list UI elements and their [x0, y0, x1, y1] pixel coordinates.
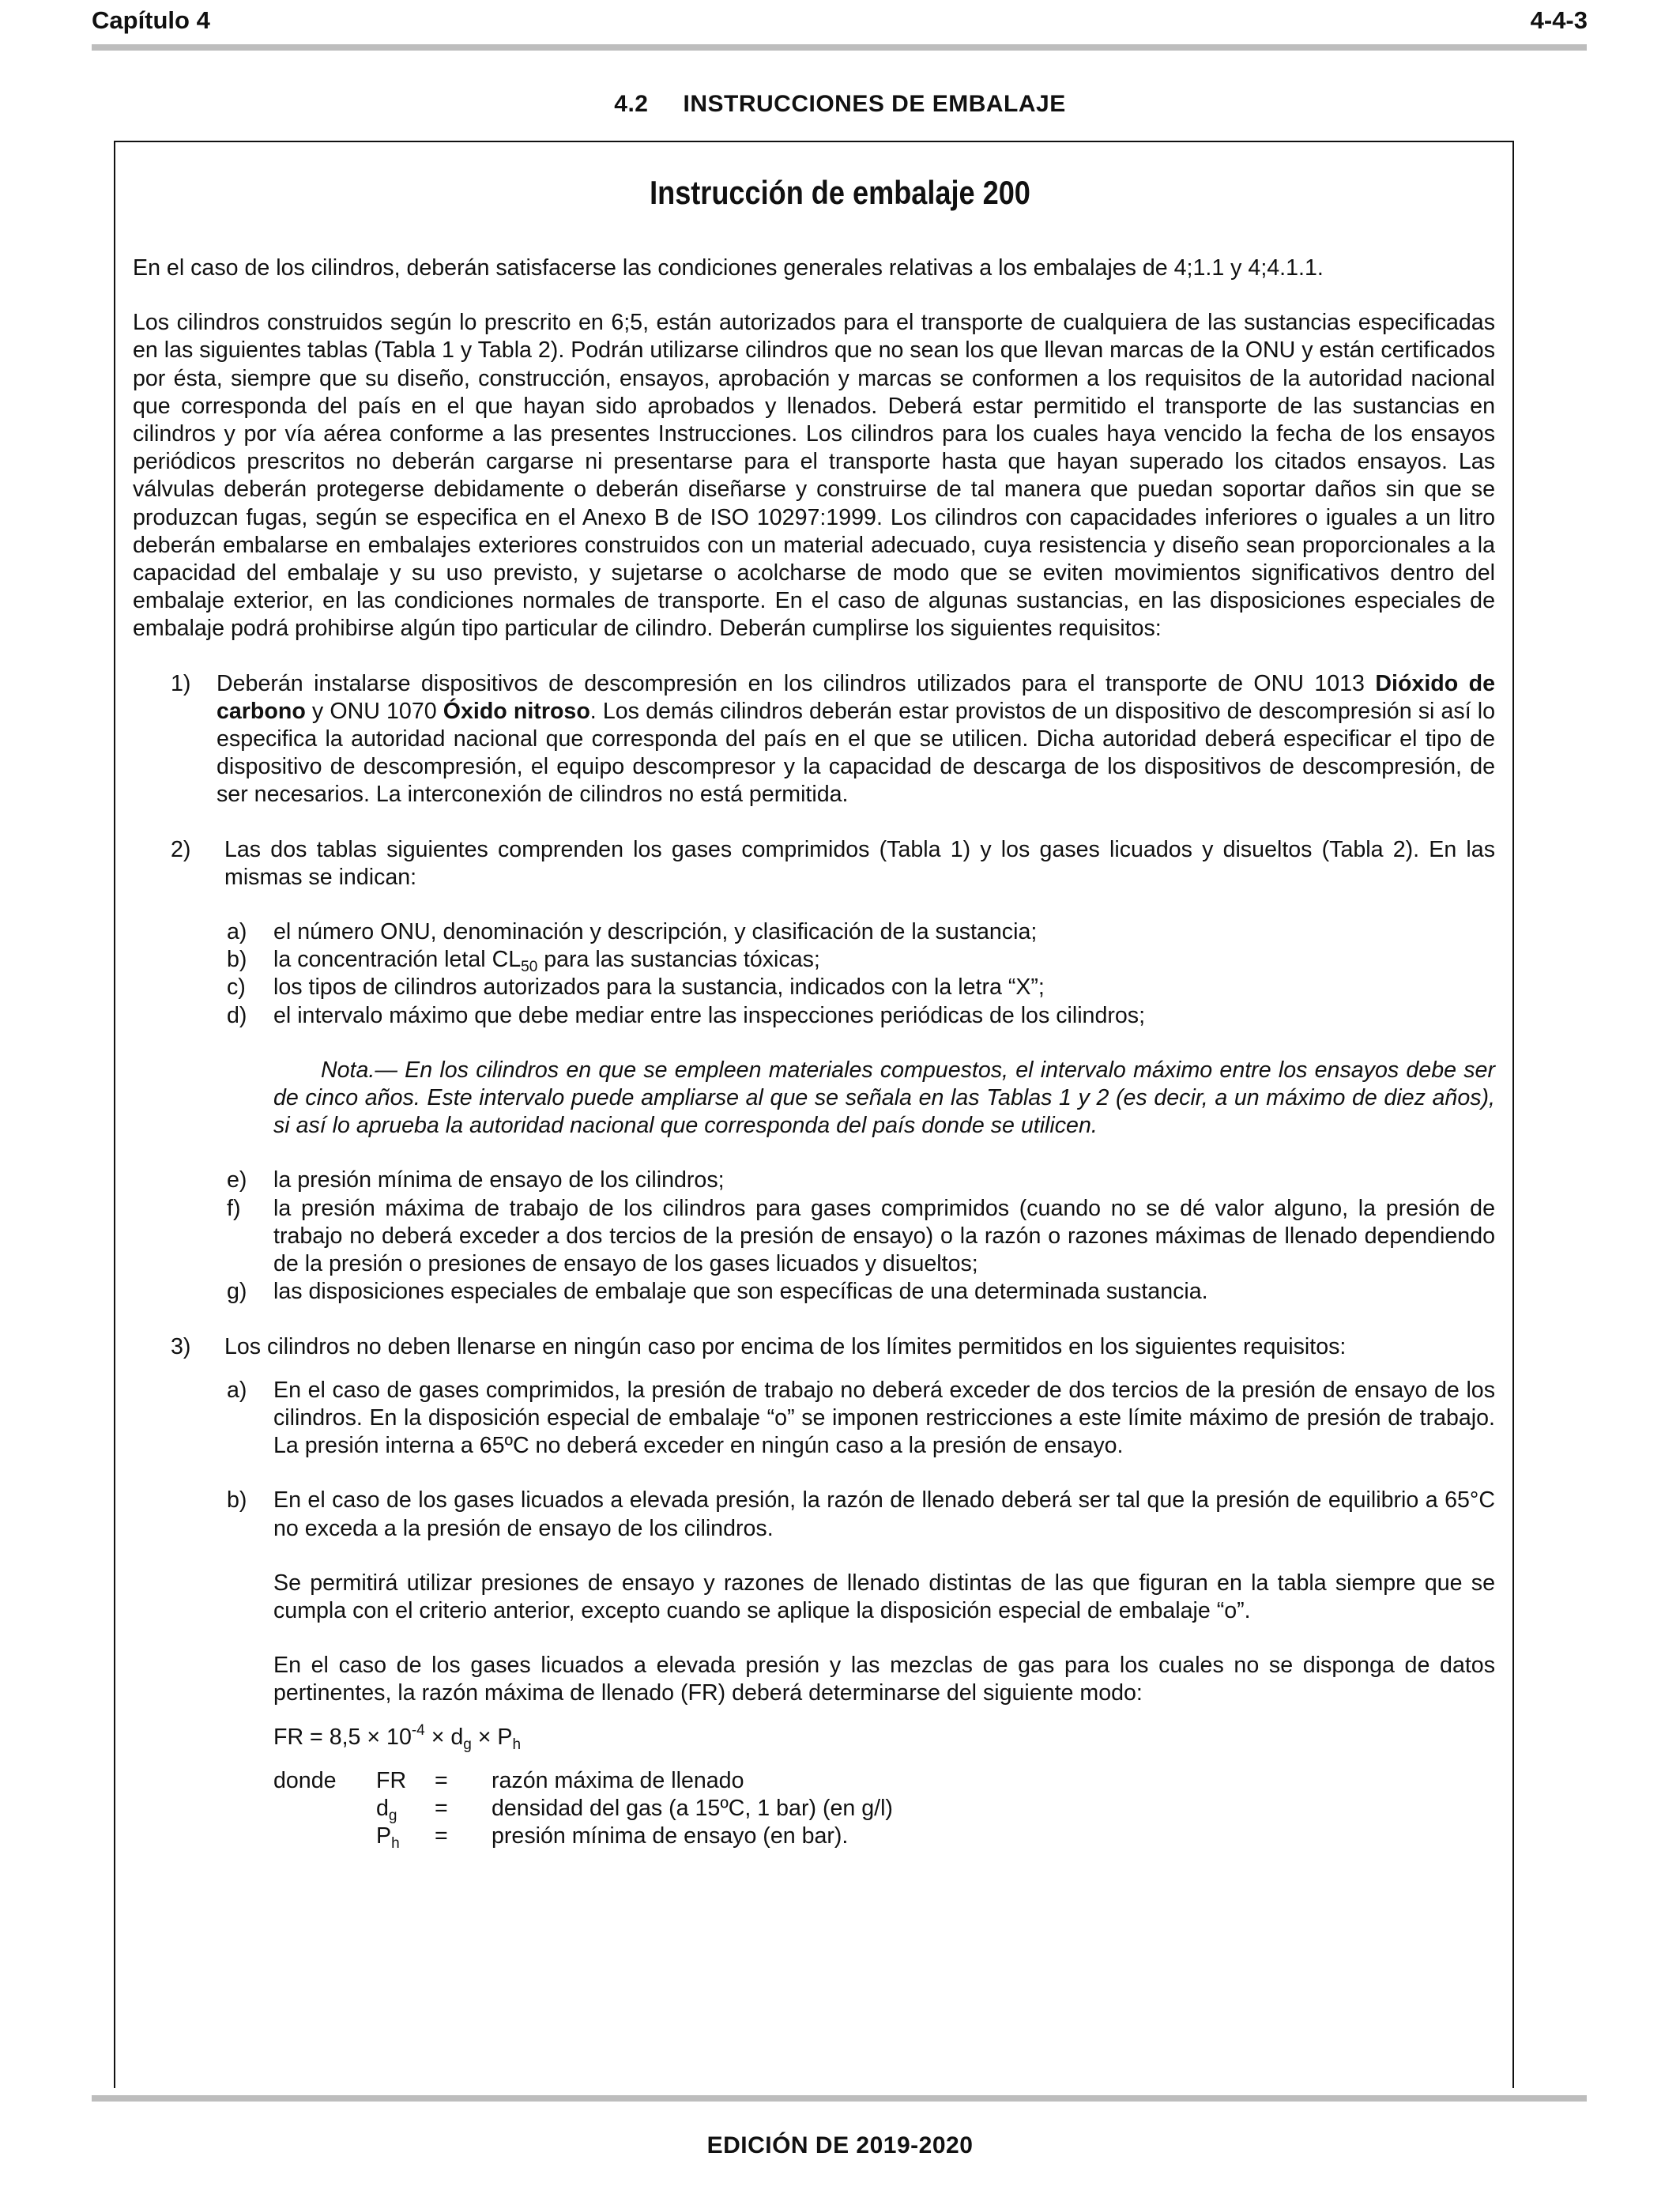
section-title: INSTRUCCIONES DE EMBALAJE — [683, 91, 1066, 117]
substance-nitrous-oxide: Óxido nitroso — [443, 698, 590, 724]
paragraph-b3: En el caso de los gases licuados a elevada presión y las mezclas de gas para los cuales no se disponga de datos pertinentes, la razón máxima de llenado (FR) deberá determinarse del siguiente modo: — [273, 1653, 1495, 1706]
requirement-2 — [133, 836, 1495, 892]
list-item: c) los tipos de cilindros autorizados para la sustancia, indicados con la letra “X”; — [227, 974, 1045, 1001]
requirement-1 — [133, 670, 1495, 809]
footer-rule — [92, 2095, 1587, 2102]
instruction-title: Instrucción de embalaje 200 — [650, 174, 1030, 211]
list-item: b) la concentración letal $CL_{50}$ para las sustancias tóxicas; — [227, 947, 820, 976]
page-number: 4-4-3 — [1530, 6, 1588, 34]
requirement-3 — [133, 1333, 1495, 1361]
note-paragraph: Nota.— En los cilindros en que se empleen materiales compuestos, el intervalo máximo entre los ensayos debe ser de cinco años. Este intervalo puede ampliarse al que se señala en las Tablas 1 y 2 (es decir, a un máximo de diez años), si así lo aprueba la autoridad nacional que corresponda del país donde se utilicen. — [273, 1057, 1495, 1139]
list-item: g) las disposiciones especiales de embalaje que son específicas de una determinada sustancia. — [227, 1279, 1208, 1305]
definition-row: $d_g$ = densidad del gas (a 15ºC, 1 bar) (en g/l) — [376, 1795, 893, 1824]
requirement-2-text: Las dos tablas siguientes comprenden los gases comprimidos (Tabla 1) y los gases licuados y disueltos (Tabla 2). En las mismas se indican: — [224, 836, 1495, 890]
requirement-1-label: 1) — [171, 670, 191, 696]
section-heading — [0, 91, 1680, 118]
formula-definitions — [273, 1767, 893, 1851]
list-item: a) En el caso de gases comprimidos, la presión de trabajo no deberá exceder de dos tercios de la presión de ensayo de los cilindros. En la disposición especial de embalaje “o” se imponen restricciones a este límite máximo de presión de trabajo. La presión interna a 65ºC no deberá exceder en ningún caso a la presión de ensayo. — [227, 1377, 1495, 1459]
instruction-content — [133, 254, 1496, 1853]
list-item: a) el número ONU, denominación y descripción, y clasificación de la sustancia; — [227, 919, 1038, 945]
requirement-3-text: Los cilindros no deben llenarse en ningún caso por encima de los límites permitidos en los siguientes requisitos: — [224, 1333, 1347, 1359]
definition-row: donde FR = razón máxima de llenado — [273, 1767, 744, 1793]
paragraph-b2: Se permitirá utilizar presiones de ensayo y razones de llenado distintas de las que figuran en la tabla siempre que se cumpla con el criterio anterior, excepto cuando se aplique la disposición especial de embalaje “o”. — [273, 1570, 1495, 1623]
requirement-1-text: Deberán instalarse dispositivos de descompresión en los cilindros utilizados para el transporte de ONU 1013 Dióxido de carbono y ONU 1070 Óxido nitroso. Los demás cilindros deberán estar provistos de un dispositivo de descompresión si así lo especifica la autoridad nacional que corresponda del país en el que se utilicen. Dicha autoridad deberá especificar el tipo de dispositivo de descompresión, el equipo descompresor y la capacidad de descarga de los dispositivos de descompresión, de ser necesarios. La interconexión de cilindros no está permitida. — [217, 670, 1496, 808]
main-paragraph: Los cilindros construidos según lo prescrito en 6;5, están autorizados para el transporte de cualquiera de las sustancias especificadas en las siguientes tablas (Tabla 1 y Tabla 2). Podrán utilizarse cilindros que no sean los que llevan marcas de la ONU y están certificados por ésta, siempre que su diseño, construcción, ensayos, aprobación y marcas se conformen a los requisitos de la autoridad nacional que corresponda del país en el que hayan sido aprobados y llenados. Deberá estar permitido el transporte de las sustancias en cilindros y por vía aérea conforme a las presentes Instrucciones. Los cilindros para los cuales haya vencido la fecha de los ensayos periódicos prescritos no deberán cargarse ni presentarse para el transporte hasta que hayan superado los citados ensayos. Las válvulas deberán protegerse debidamente o deberán diseñarse y construirse de tal manera que puedan soportar daños sin que se produzcan fugas, según se especifica en el Anexo B de ISO 10297:1999. Los cilindros con capacidades inferiores o iguales a un litro deberán embalarse en embalajes exteriores construidos con un material adecuado, cuya resistencia y diseño sean proporcionales a la capacidad del embalaje y su uso previsto, y sujetarse o acolcharse de modo que se eviten movimientos significativos dentro del embalaje exterior, en las condiciones normales de transporte. En el caso de algunas sustancias, en las disposiciones especiales de embalaje podrá prohibirse algún tipo particular de cilindro. Deberán cumplirse los siguientes requisitos: — [133, 310, 1495, 642]
chapter-label: Capítulo 4 — [92, 6, 210, 34]
header-rule — [92, 44, 1587, 51]
filling-ratio-formula: FR = $8,5 \times 10^{-4} \times d_g \times P_h$ — [273, 1721, 522, 1753]
definition-row: $P_h$ = presión mínima de ensayo (en bar). — [376, 1823, 849, 1853]
list-item: d) el intervalo máximo que debe mediar entre las inspecciones periódicas de los cilindros; — [227, 1002, 1146, 1028]
edition-footer: EDICIÓN DE 2019-2020 — [706, 2132, 974, 2158]
requirement-2-label: 2) — [171, 836, 191, 862]
section-number: 4.2 — [614, 91, 649, 117]
list-item: e) la presión mínima de ensayo de los cilindros; — [227, 1167, 725, 1193]
substance-carbon-dioxide: Dióxido de carbono — [217, 670, 1495, 724]
list-item: b) En el caso de los gases licuados a elevada presión, la razón de llenado deberá ser tal que la presión de equilibrio a 65°C no exceda a la presión de ensayo de los cilindros. — [227, 1487, 1495, 1541]
intro-paragraph: En el caso de los cilindros, deberán satisfacerse las condiciones generales relativas a los embalajes de 4;1.1 y 4;4.1.1. — [133, 255, 1324, 281]
list-item: f) la presión máxima de trabajo de los cilindros para gases comprimidos (cuando no se dé valor alguno, la presión de trabajo no deberá exceder a dos tercios de la presión de ensayo) o la razón o razones máximas de llenado dependiendo de la presión o presiones de ensayo de los gases licuados y disueltos; — [227, 1195, 1495, 1277]
requirement-3-label: 3) — [171, 1333, 191, 1359]
